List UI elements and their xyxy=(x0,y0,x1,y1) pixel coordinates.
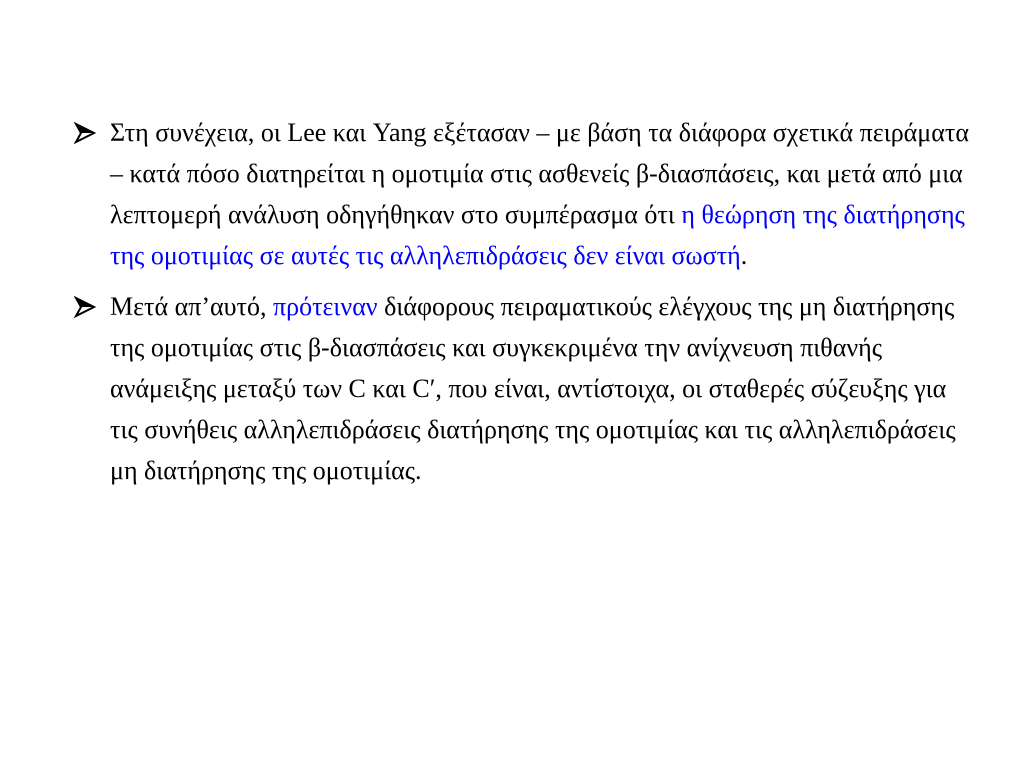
highlighted-conclusion: η θεώρηση της διατήρησης της ομοτιμίας σε αυτές τις αλληλεπιδράσεις δεν είναι σωστή xyxy=(110,200,965,270)
bullet-text xyxy=(110,118,969,270)
bullet-text-segment: διάφορους πειραματικούς ελέγχους της μη διατήρησης της ομοτιμίας στις β-διασπάσεις και συγκεκριμένα την ανίχνευση πιθανής ανάμειξης μεταξύ των xyxy=(110,292,955,403)
bullet-list xyxy=(74,112,974,501)
bullet-text-segment: , που είναι, αντίστοιχα, οι σταθερές σύζευξης για τις συνήθεις αλληλεπιδράσεις διατήρησης της ομοτιμίας και τις αλληλεπιδράσεις μη διατήρησης της ομοτιμίας. xyxy=(110,374,956,485)
bullet-item-lee-yang xyxy=(74,112,974,276)
bullet-text-segment: Στη συνέχεια, οι Lee και Yang εξέτασαν – με βάση τα διάφορα σχετικά πειράματα – κατά πόσο διατηρείται η ομοτιμία στις ασθενείς β-διασπάσεις, και μετά από μια λεπτομερή ανάλυση οδηγήθηκαν στο συμπέρασμα ότι xyxy=(110,118,969,229)
highlighted-verb: πρότειναν xyxy=(272,292,378,321)
bullet-text-segment: Μετά απ’αυτό, xyxy=(110,292,273,321)
bullet-text-segment: . xyxy=(740,241,748,270)
bullet-text xyxy=(110,292,956,485)
bullet-item-proposals xyxy=(74,286,974,491)
coupling-constants: C και C′ xyxy=(348,374,436,403)
arrowhead-bullet-icon xyxy=(74,286,100,327)
arrowhead-bullet-icon xyxy=(74,112,100,153)
